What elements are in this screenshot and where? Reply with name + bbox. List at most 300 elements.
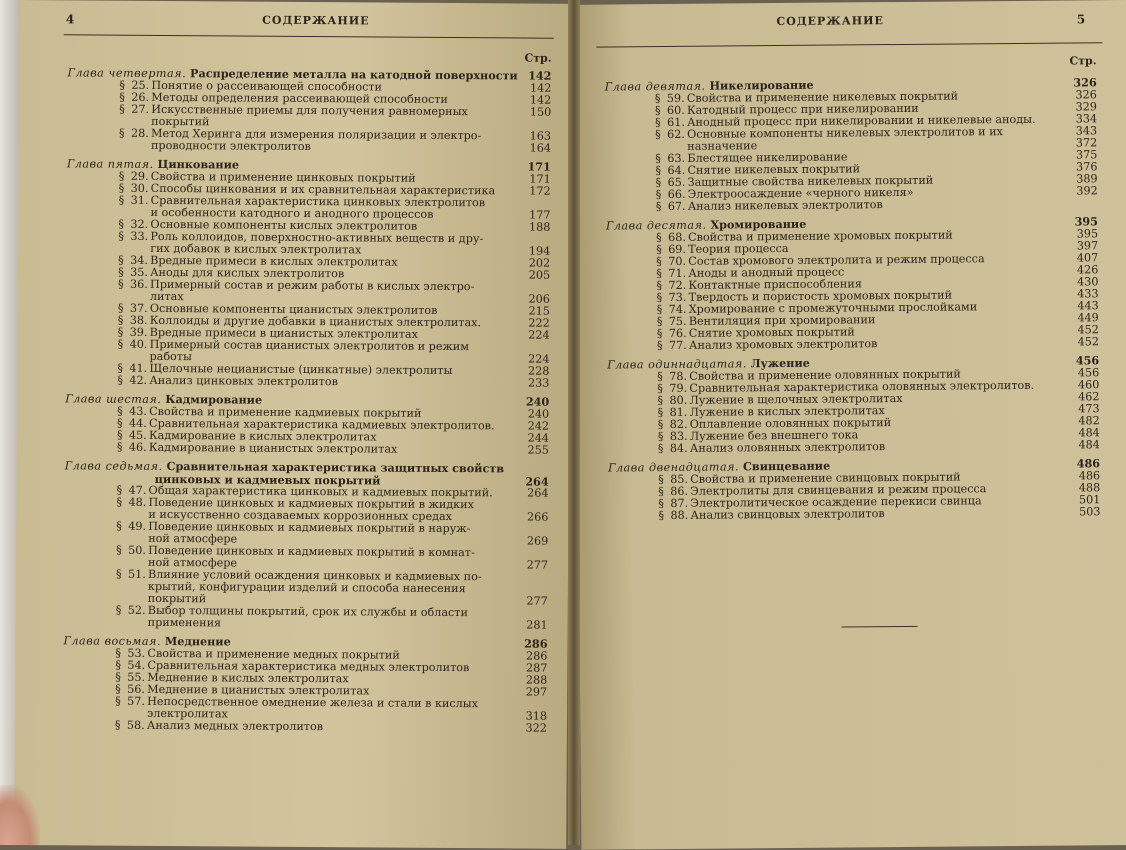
section-symbol: §: [118, 169, 125, 183]
section-symbol: §: [116, 483, 123, 497]
section-title: Примерный состав цианистых электролитов и режим: [149, 337, 469, 354]
section-number: 35.: [130, 265, 148, 279]
section-symbol: §: [658, 509, 665, 523]
section-title: Щелочные нецианистые (цинкатные) электролиты: [149, 361, 453, 378]
section-symbol: §: [114, 718, 121, 732]
section-number: 65.: [667, 175, 686, 190]
page-ref: 452: [1077, 323, 1099, 337]
toc-entry-continuation: [19, 139, 571, 155]
page-ref: 452: [1077, 335, 1100, 349]
section-title: Анодный процесс при никелировании и никелевые аноды.: [686, 112, 1036, 129]
section-number: 46.: [128, 440, 147, 454]
page-ref: 486: [1078, 469, 1101, 483]
page-ref: 482: [1078, 414, 1100, 428]
section-title-continued: литах: [149, 289, 184, 304]
section-title: Снятие хромовых покрытий: [688, 325, 855, 340]
section-symbol: §: [115, 646, 122, 660]
page-ref: 142: [528, 68, 552, 83]
chapter-label: Глава четвертая.: [67, 66, 187, 81]
section-title: Анализ хромовых электролитов: [688, 337, 878, 352]
page-ref: 372: [1075, 136, 1098, 150]
section-symbol: §: [657, 382, 664, 396]
section-number: 38.: [129, 313, 148, 327]
toc-entry: [578, 506, 1126, 523]
section-symbol: §: [117, 301, 124, 315]
section-title: Лужение в кислых электролитах: [689, 404, 885, 419]
section-symbol: §: [655, 200, 662, 214]
page-ref: 269: [526, 534, 549, 548]
section-title: Меднение в цианистых электролитах: [147, 682, 370, 698]
page-ref: 288: [525, 673, 548, 687]
chapter-title: Лужение: [750, 355, 810, 371]
section-symbol: §: [117, 416, 123, 430]
section-title: Понятие о рассеивающей способности: [151, 78, 383, 94]
page-ref: 240: [525, 394, 550, 409]
section-title: Блестящее никелирование: [687, 150, 848, 165]
section-number: 40.: [129, 337, 148, 351]
chapter-title: Цинкование: [157, 156, 240, 172]
section-number: 64.: [667, 163, 686, 178]
page-ref: 240: [527, 407, 550, 421]
section-title: Свойства и применение оловянных покрытий: [689, 367, 961, 383]
chapter-label: Глава восьмая.: [63, 634, 162, 648]
section-number: 45.: [128, 428, 147, 442]
section-title: Свойства и применение медных покрытий: [147, 646, 400, 662]
toc-list: [15, 60, 572, 735]
page-ref: 142: [529, 81, 552, 95]
section-symbol: §: [119, 102, 125, 116]
section-symbol: §: [655, 128, 661, 142]
page-ref: 206: [528, 292, 550, 306]
page-ref: 326: [1075, 88, 1097, 102]
section-title-continued: электролитах: [146, 706, 228, 721]
section-symbol: §: [654, 92, 661, 106]
chapter-title: Меднение: [164, 634, 231, 649]
toc-entry: [15, 719, 567, 735]
section-number: 84.: [669, 441, 688, 455]
chapter-label: Глава одиннадцатая.: [607, 357, 747, 372]
toc-entry: [17, 374, 569, 390]
section-symbol: §: [115, 682, 121, 696]
section-title: Анализ свинцовых электролитов: [690, 507, 885, 522]
section-number: 54.: [127, 658, 146, 672]
section-symbol: §: [655, 164, 662, 178]
page-ref: 407: [1076, 251, 1099, 265]
section-number: 43.: [129, 404, 147, 418]
section-title: Аноды для кислых электролитов: [150, 265, 345, 281]
section-symbol: §: [115, 658, 121, 672]
section-symbol: §: [117, 373, 123, 387]
section-symbol: §: [656, 255, 662, 269]
section-number: 83.: [669, 429, 688, 443]
section-symbol: §: [115, 567, 122, 581]
section-title: Сравнительная характеристика кадмиевых электролитов.: [149, 416, 495, 433]
page-ref: 222: [528, 316, 550, 330]
section-title: Теория процесса: [688, 241, 789, 256]
header-title: СОДЕРЖАНИЕ: [262, 13, 370, 28]
page-ref: 215: [528, 304, 550, 318]
section-symbol: §: [655, 152, 662, 166]
page-ref: 171: [527, 159, 551, 174]
page-column-label: Стр.: [1069, 54, 1097, 68]
section-title: Твердость и пористость хромовых покрытий: [688, 288, 953, 304]
page-ref: 264: [527, 486, 549, 500]
section-number: 28.: [131, 126, 149, 140]
section-number: 26.: [131, 90, 150, 104]
section-number: 75.: [668, 314, 687, 329]
section-title-continued: и особенности катодного и анодного процессов: [150, 205, 434, 221]
section-title: Коллоиды и другие добавки в цианистых электролитах.: [149, 313, 482, 330]
section-symbol: §: [657, 394, 664, 408]
section-title: Анализ никелевых электролитов: [687, 198, 883, 213]
section-symbol: §: [657, 442, 664, 456]
page-number: 4: [65, 12, 76, 27]
page-ref: 171: [529, 172, 551, 186]
section-symbol: §: [117, 337, 124, 351]
section-title: Способы цинкования и их сравнительная характеристика: [150, 181, 496, 198]
section-title: Роль коллоидов, поверхностно-активных веществ и дру-: [150, 229, 484, 246]
section-symbol: §: [657, 370, 663, 384]
section-title: Оплавление оловянных покрытий: [689, 416, 892, 431]
section-title-continued: покрытий: [151, 114, 210, 129]
section-title-continued: покрытий: [147, 591, 207, 606]
section-title: Свойства и применение свинцовых покрытий: [690, 470, 961, 486]
section-title: Анализ цинковых электролитов: [149, 373, 338, 389]
page-ref: 460: [1077, 378, 1100, 392]
page-ref: 484: [1078, 426, 1100, 440]
section-title: Анализ оловянных электролитов: [689, 440, 886, 455]
page-ref: 286: [526, 649, 548, 663]
section-title: Основные компоненты никелевых электролитов и их: [687, 125, 1003, 141]
section-symbol: §: [116, 519, 122, 533]
section-symbol: §: [118, 229, 124, 243]
section-title: Кадмирование в цианистых электролитах: [148, 440, 398, 456]
page-ref: 287: [525, 661, 548, 675]
section-symbol: §: [118, 193, 125, 207]
section-title: Сравнительная характеристика цинковых электролитов: [150, 193, 486, 210]
section-number: 41.: [129, 361, 148, 375]
section-number: 30.: [130, 181, 149, 195]
section-title-continued: ной атмосфере: [148, 531, 238, 546]
section-number: 67.: [667, 199, 686, 214]
page-ref: 430: [1077, 275, 1099, 289]
page-ref: 462: [1078, 390, 1100, 404]
thumb: [0, 785, 40, 845]
page-ref: 326: [1073, 75, 1097, 90]
section-number: 69.: [668, 242, 687, 257]
section-number: 82.: [669, 417, 688, 431]
section-number: 48.: [128, 495, 147, 509]
section-number: 88.: [670, 508, 689, 522]
page-ref: 177: [529, 208, 551, 222]
page-ref: 426: [1076, 263, 1099, 277]
toc-entry: [577, 336, 1126, 353]
section-title: Вредные примеси в цианистых электролитах: [149, 325, 418, 341]
page-ref: 329: [1075, 100, 1097, 114]
section-title: Аноды и анодный процесс: [688, 265, 845, 280]
section-title: Меднение в кислых электролитах: [147, 670, 349, 686]
section-number: 57.: [127, 694, 145, 708]
end-rule: [841, 626, 917, 628]
section-number: 72.: [668, 278, 687, 293]
section-symbol: §: [658, 497, 665, 511]
header-title: СОДЕРЖАНИЕ: [776, 14, 884, 29]
section-symbol: §: [116, 495, 123, 509]
section-title: Электролитическое осаждение перекиси свинца: [690, 494, 982, 510]
section-symbol: §: [658, 473, 664, 487]
section-symbol: §: [657, 430, 664, 444]
section-symbol: §: [656, 315, 663, 329]
section-number: 81.: [669, 405, 688, 419]
section-title: Сравнительная характеристика оловянных электролитов.: [689, 378, 1035, 395]
section-title: Общая характеристика цинковых и кадмиевых покрытий.: [148, 483, 493, 500]
page-ref: 318: [525, 709, 548, 723]
section-title: Кадмирование в кислых электролитах: [148, 428, 377, 444]
right-page: [574, 0, 1126, 850]
section-symbol: §: [657, 418, 664, 432]
section-title: Сравнительная характеристика медных электролитов: [147, 658, 470, 675]
chapter-title: Кадмирование: [165, 392, 263, 407]
page-ref: 397: [1076, 239, 1099, 253]
section-number: 62.: [667, 127, 686, 142]
section-number: 51.: [127, 567, 146, 581]
section-title: Основные компоненты цианистых электролитов: [149, 301, 438, 317]
page-ref: 163: [529, 129, 552, 143]
section-number: 53.: [127, 646, 146, 660]
section-title: Электролиты для свинцевания и режим процесса: [690, 482, 987, 498]
section-title-continued: работы: [149, 349, 192, 364]
page-column-label: Стр.: [524, 51, 552, 65]
page-ref: 224: [528, 352, 550, 366]
section-symbol: §: [118, 217, 125, 231]
section-title: Лужение без внешнего тока: [689, 428, 859, 443]
toc-entry: [578, 439, 1126, 456]
section-number: 27.: [131, 102, 150, 116]
page-ref: 255: [527, 443, 549, 457]
section-symbol: §: [118, 181, 125, 195]
section-title-continued: и искусственно создаваемых коррозионных средах: [148, 507, 453, 524]
section-symbol: §: [654, 116, 661, 130]
page-ref: 473: [1078, 402, 1100, 416]
page-ref: 375: [1075, 148, 1098, 162]
section-title: Методы определения рассеивающей способности: [151, 90, 448, 106]
section-symbol: §: [117, 361, 124, 375]
section-title: Вредные примеси в кислых электролитах: [150, 253, 398, 269]
section-number: 61.: [666, 115, 685, 130]
section-title: Поведение цинковых и кадмиевых покрытий в жидких: [148, 495, 475, 512]
section-symbol: §: [115, 694, 121, 708]
left-page: [14, 0, 572, 849]
section-title: Контактные приспособления: [688, 277, 862, 292]
page-ref: 395: [1074, 214, 1098, 229]
page-ref: 188: [529, 220, 551, 234]
section-number: 52.: [127, 603, 146, 617]
section-number: 42.: [129, 373, 148, 387]
section-number: 78.: [669, 369, 688, 383]
section-title: Электроосаждение «черного никеля»: [687, 185, 914, 201]
page-ref: 277: [526, 558, 549, 572]
section-title: Анализ медных электролитов: [146, 718, 324, 734]
page-ref: 343: [1075, 124, 1098, 138]
running-header: [574, 12, 1126, 33]
section-symbol: §: [655, 176, 662, 190]
section-title-continued: цинковых и кадмиевых покрытий: [154, 471, 381, 488]
page-ref: 224: [528, 328, 550, 342]
section-number: 32.: [130, 217, 149, 231]
section-number: 60.: [666, 103, 685, 118]
page-ref: 233: [527, 376, 550, 390]
section-title: Выбор толщины покрытий, срок их службы и области: [147, 603, 469, 620]
section-symbol: §: [656, 303, 663, 317]
section-symbol: §: [119, 90, 125, 104]
page-ref: 433: [1077, 287, 1099, 301]
page-ref: 164: [529, 141, 552, 155]
section-symbol: §: [116, 440, 123, 454]
toc-entry-continuation: [16, 616, 568, 632]
section-number: 71.: [668, 266, 687, 281]
page-ref: 443: [1077, 299, 1099, 313]
section-number: 33.: [130, 229, 149, 243]
page-ref: 281: [526, 618, 548, 632]
section-title: Катодный процесс при никелировании: [686, 101, 919, 117]
section-title: Поведение цинковых и кадмиевых покрытий в комнат-: [148, 543, 475, 560]
section-symbol: §: [654, 104, 661, 118]
section-number: 86.: [670, 484, 689, 498]
section-symbol: §: [656, 327, 663, 341]
page-ref: 449: [1077, 311, 1099, 325]
section-symbol: §: [118, 265, 124, 279]
section-symbol: §: [655, 188, 662, 202]
section-number: 58.: [126, 718, 145, 732]
section-number: 44.: [129, 416, 147, 430]
page-ref: 456: [1077, 366, 1100, 380]
page-ref: 264: [525, 474, 549, 489]
section-number: 66.: [667, 187, 686, 202]
chapter-label: Глава двенадцатая.: [608, 460, 740, 475]
section-title: Влияние условий осаждения цинковых и кадмиевых по-: [147, 567, 482, 584]
section-title: Поведение цинковых и кадмиевых покрытий в наруж-: [148, 519, 471, 536]
page-ref: 205: [528, 268, 551, 282]
section-symbol: §: [656, 291, 663, 305]
toc-entry: [576, 197, 1126, 214]
page-ref: 501: [1078, 493, 1101, 507]
section-symbol: §: [658, 485, 664, 499]
page-ref: 456: [1075, 353, 1100, 368]
page-ref: 322: [525, 721, 547, 735]
section-title-continued: крытий, конфигурации изделий и способа нанесения: [147, 579, 466, 596]
section-number: 47.: [128, 483, 147, 497]
section-symbol: §: [657, 406, 664, 420]
page-ref: 242: [527, 419, 550, 433]
page-ref: 395: [1076, 227, 1099, 241]
section-title: Примерный состав и режим работы в кислых электро-: [149, 277, 475, 294]
section-number: 73.: [668, 290, 687, 305]
section-symbol: §: [655, 231, 662, 245]
section-number: 59.: [666, 91, 685, 106]
section-number: 70.: [668, 254, 687, 269]
section-title: Метод Херинга для измерения поляризации и электро-: [151, 126, 482, 143]
section-number: 36.: [129, 277, 148, 291]
chapter-title: Распределение металла на катодной поверхности: [190, 66, 518, 83]
section-symbol: §: [119, 78, 126, 92]
section-title: Состав хромового электролита и режим процесса: [688, 252, 985, 268]
page-ref: 334: [1075, 112, 1098, 126]
section-symbol: §: [115, 670, 121, 684]
section-title: Искусственные приемы для получения равномерных: [151, 102, 468, 119]
chapter-title: Хромирование: [710, 216, 807, 232]
section-number: 76.: [668, 326, 687, 341]
page-ref: 392: [1076, 184, 1098, 198]
page-number: 5: [1076, 12, 1087, 27]
section-number: 63.: [667, 151, 686, 166]
section-symbol: §: [656, 279, 663, 293]
section-number: 29.: [130, 169, 149, 183]
section-number: 31.: [130, 193, 149, 207]
section-title: Лужение в щелочных электролитах: [689, 391, 903, 407]
section-title-continued: назначение: [687, 139, 758, 153]
chapter-label: Глава шестая.: [65, 392, 162, 406]
section-symbol: §: [119, 126, 125, 140]
page-ref: 266: [526, 510, 549, 524]
section-number: 49.: [128, 519, 147, 533]
section-title: Снятие никелевых покрытий: [687, 162, 861, 177]
section-title: Вентиляция при хромировании: [688, 313, 876, 328]
section-symbol: §: [117, 313, 124, 327]
page-ref: 228: [528, 364, 550, 378]
page-ref: 277: [526, 594, 548, 608]
section-number: 55.: [127, 670, 146, 684]
page-ref: 488: [1078, 481, 1101, 495]
page-ref: 194: [528, 244, 551, 258]
section-title: Свойства и применение цинковых покрытий: [150, 169, 416, 185]
page-ref: 150: [529, 105, 552, 119]
section-title: Защитные свойства никелевых покрытий: [687, 173, 934, 189]
page-ref: 202: [528, 256, 551, 270]
chapter-label: Глава девятая.: [604, 79, 706, 94]
section-symbol: §: [117, 325, 124, 339]
section-title-continued: применения: [147, 615, 222, 630]
section-symbol: §: [117, 277, 124, 291]
header-rule: [64, 34, 554, 38]
section-title: Свойства и применение хромовых покрытий: [687, 228, 953, 244]
page-ref: 172: [529, 184, 551, 198]
section-symbol: §: [116, 543, 122, 557]
section-number: 77.: [668, 338, 687, 353]
section-number: 87.: [670, 496, 689, 510]
section-title: Непосредственное омеднение железа и стали в кислых: [147, 694, 479, 711]
section-symbol: §: [118, 253, 124, 267]
section-title: Свойства и применение никелевых покрытий: [686, 89, 959, 105]
header-rule: [596, 42, 1102, 47]
chapter-label: Глава пятая.: [66, 157, 154, 171]
chapter-label: Глава десятая.: [605, 218, 707, 233]
section-number: 85.: [670, 472, 689, 486]
section-number: 74.: [668, 302, 687, 317]
section-symbol: §: [116, 428, 123, 442]
chapter-label: Глава седьмая.: [64, 459, 163, 474]
section-title: Хромирование с промежуточными прослойками: [688, 300, 978, 316]
section-symbol: §: [656, 267, 663, 281]
running-header: [20, 12, 572, 32]
gutter: [568, 0, 580, 845]
section-symbol: §: [656, 243, 662, 257]
chapter-title: Сравнительная характеристика защитных свойств: [166, 459, 505, 476]
chapter-title: Никелирование: [709, 77, 814, 93]
section-number: 68.: [667, 230, 686, 245]
section-number: 56.: [127, 682, 146, 696]
section-symbol: §: [117, 404, 123, 418]
section-number: 37.: [129, 301, 148, 315]
